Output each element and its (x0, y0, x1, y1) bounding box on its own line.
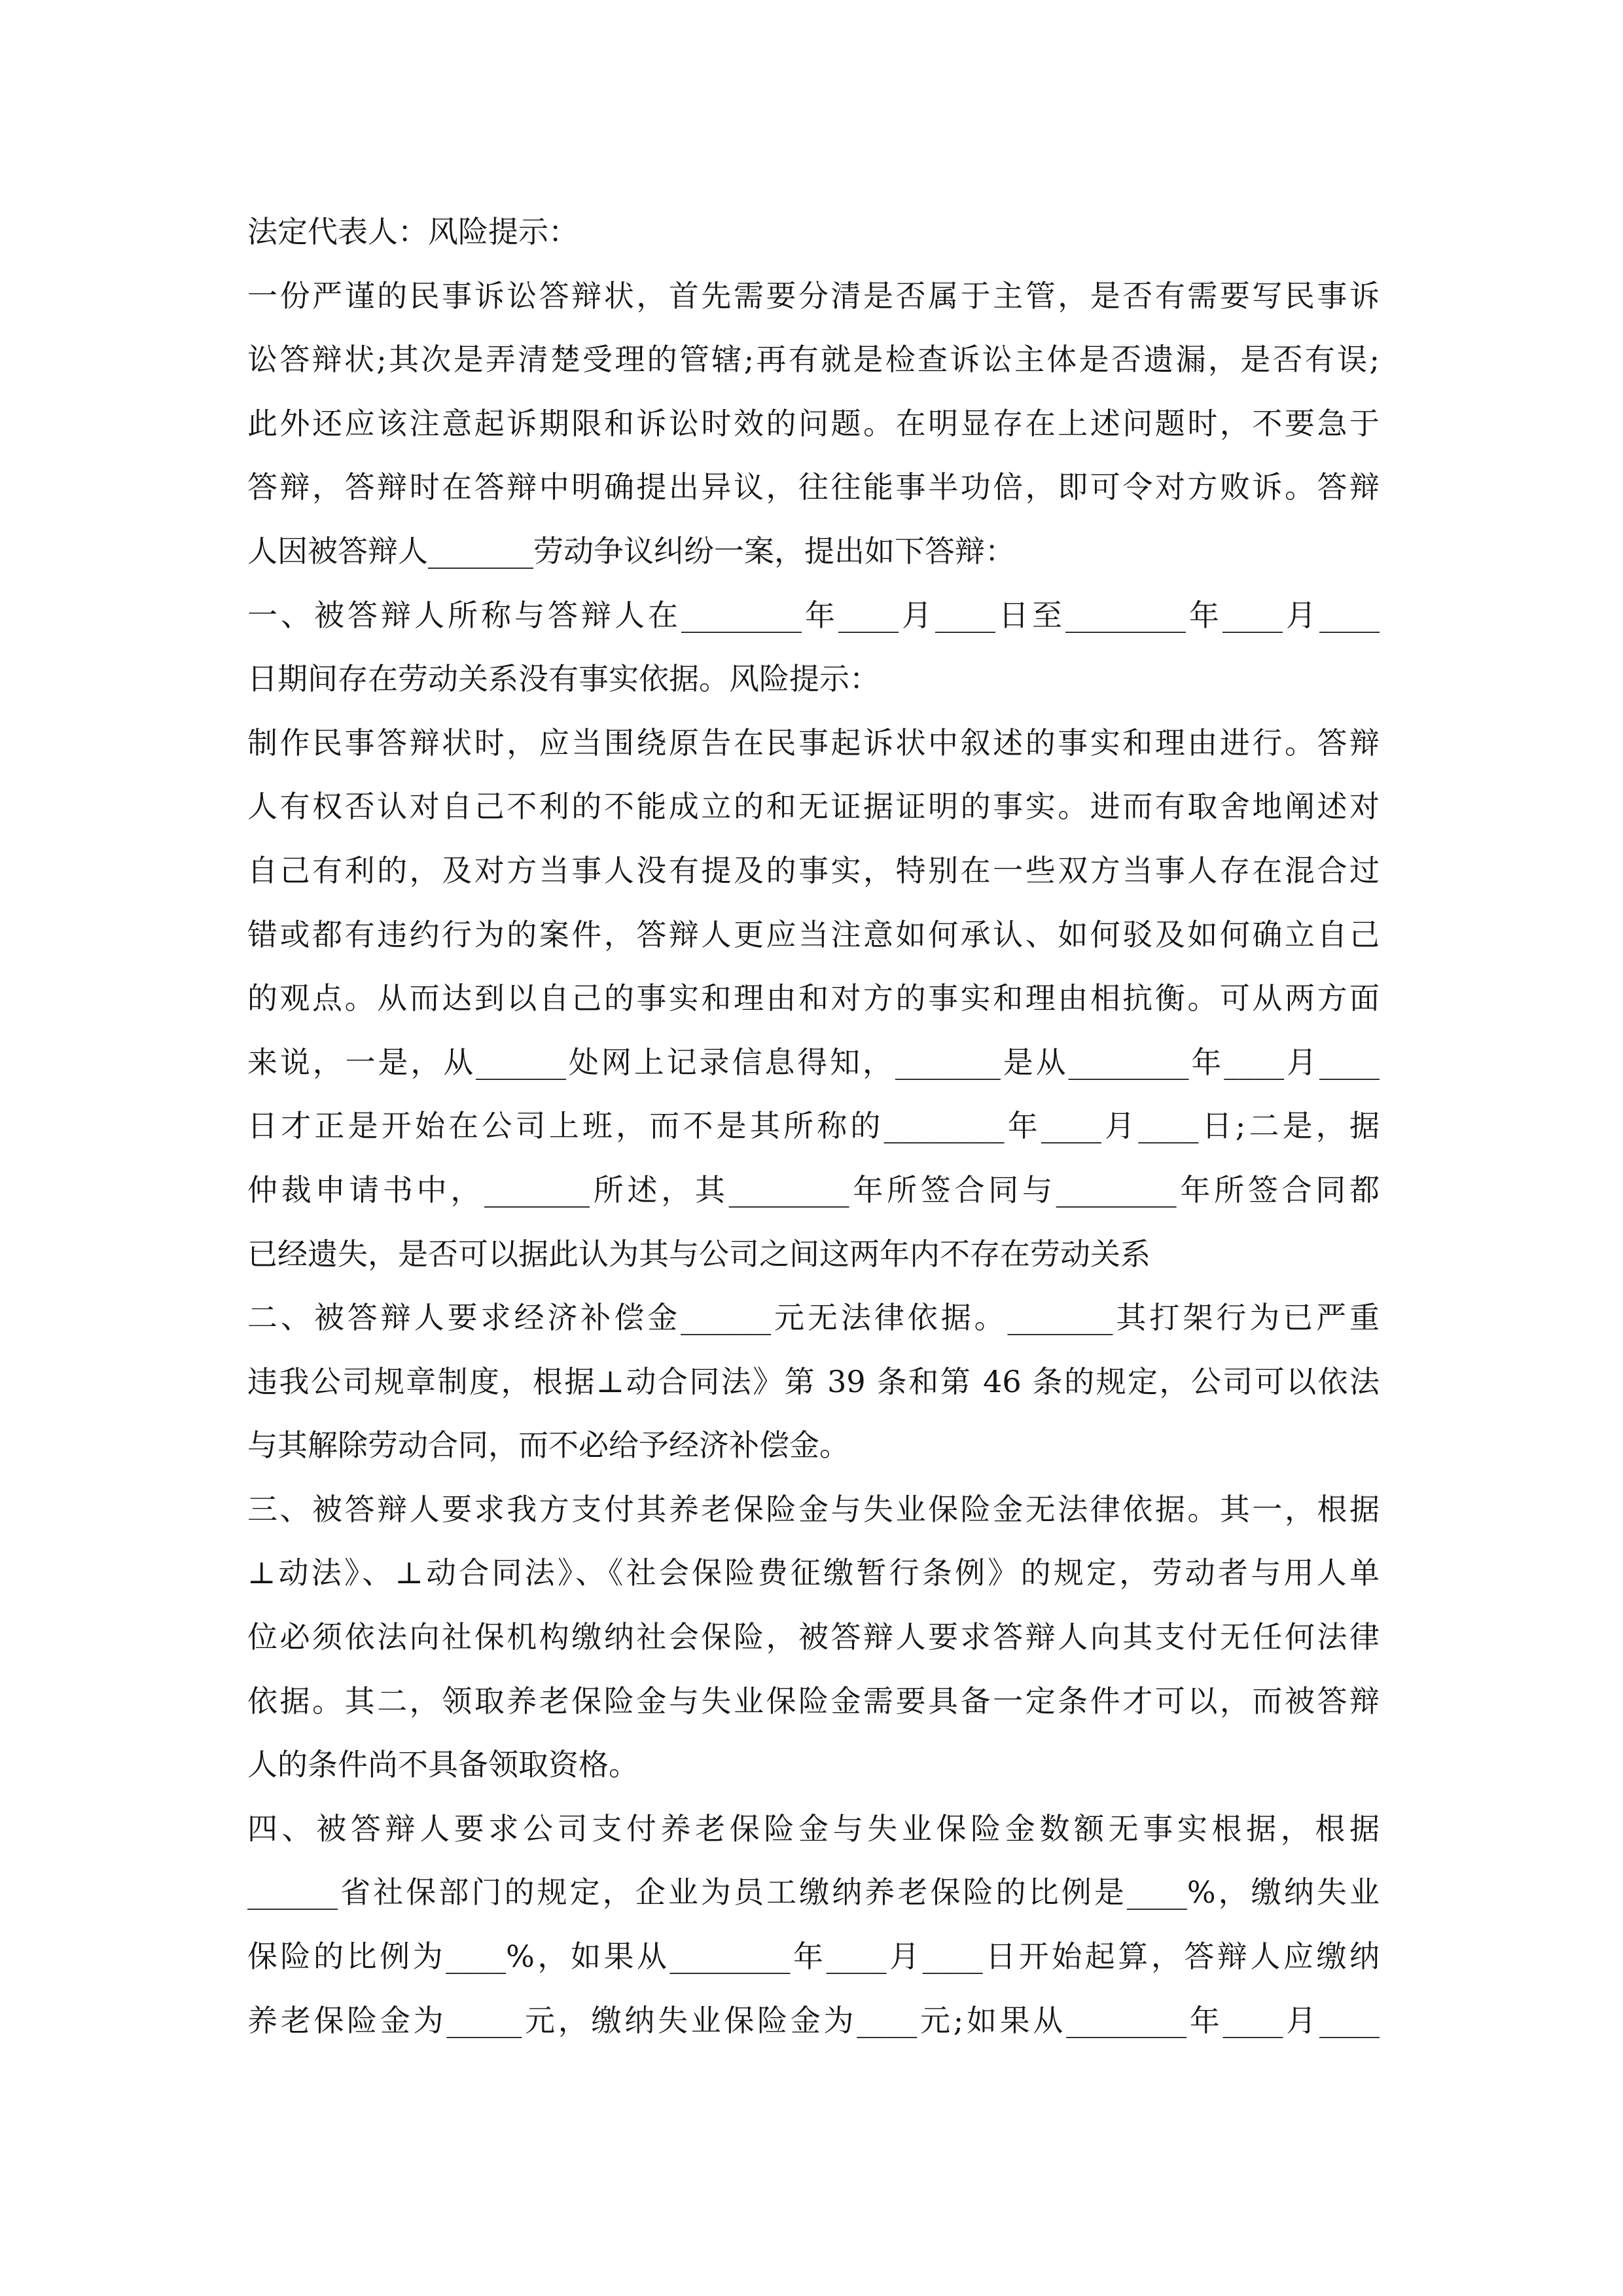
text-line: 答辩，答辩时在答辩中明确提出异议，往往能事半功倍，即可令对方败诉。答辩 (247, 469, 1380, 505)
text-line: 仲裁申请书中，_______所述，其________年所签合同与________年所签合同都 (247, 1172, 1380, 1208)
text-line: 位必须依法向社保机构缴纳社会保险，被答辩人要求答辩人向其支付无任何法律 (247, 1619, 1380, 1655)
text-line: 人有权否认对自己不利的不能成立的和无证据证明的事实。进而有取舍地阐述对 (247, 789, 1380, 825)
text-line: 日才正是开始在公司上班，而不是其所称的________年____月____日;二是，据 (247, 1108, 1380, 1144)
text-line: 的观点。从而达到以自己的事实和理由和对方的事实和理由相抗衡。可从两方面 (247, 980, 1380, 1016)
text-line: 与其解除劳动合同，而不必给予经济补偿金。 (247, 1427, 849, 1463)
text-line: 违我公司规章制度，根据⊥动合同法》第 39 条和第 46 条的规定，公司可以依法 (247, 1363, 1380, 1399)
text-line: ⊥动法》、⊥动合同法》、《社会保险费征缴暂行条例》的规定，劳动者与用人单 (247, 1555, 1380, 1591)
text-line: 法定代表人：风险提示： (247, 214, 579, 249)
text-line: 一、被答辩人所称与答辩人在________年____月____日至________年____月____ (247, 597, 1380, 633)
text-line: 来说，一是，从______处网上记录信息得知，_______是从________年____月____ (247, 1044, 1380, 1080)
text-line: 讼答辩状;其次是弄清楚受理的管辖;再有就是检查诉讼主体是否遗漏，是否有误; (247, 342, 1380, 378)
text-line: ______省社保部门的规定，企业为员工缴纳养老保险的比例是____%，缴纳失业 (247, 1874, 1380, 1910)
text-line: 二、被答辩人要求经济补偿金______元无法律依据。_______其打架行为已严重 (247, 1300, 1380, 1336)
text-line: 错或都有违约行为的案件，答辩人更应当注意如何承认、如何驳及如何确立自己 (247, 916, 1380, 952)
text-line: 保险的比例为____%，如果从________年____月____日开始起算，答辩人应缴纳 (247, 1939, 1380, 1975)
text-line: 已经遗失，是否可以据此认为其与公司之间这两年内不存在劳动关系 (247, 1236, 1150, 1272)
text-line: 自己有利的，及对方当事人没有提及的事实，特别在一些双方当事人存在混合过 (247, 852, 1380, 888)
text-line: 人的条件尚不具备领取资格。 (247, 1747, 639, 1783)
text-line: 依据。其二，领取养老保险金与失业保险金需要具备一定条件才可以，而被答辩 (247, 1683, 1380, 1719)
text-line: 一份严谨的民事诉讼答辩状，首先需要分清是否属于主管，是否有需要写民事诉 (247, 278, 1380, 314)
text-line: 四、被答辩人要求公司支付养老保险金与失业保险金数额无事实根据，根据 (247, 1810, 1380, 1846)
text-line: 制作民事答辩状时，应当围绕原告在民事起诉状中叙述的事实和理由进行。答辩 (247, 725, 1380, 761)
text-line: 人因被答辩人_______劳动争议纠纷一案，提出如下答辩： (247, 533, 1015, 569)
text-line: 此外还应该注意起诉期限和诉讼时效的问题。在明显存在上述问题时，不要急于 (247, 405, 1380, 441)
text-line: 日期间存在劳动关系没有事实依据。风险提示： (247, 661, 880, 697)
text-line: 三、被答辩人要求我方支付其养老保险金与失业保险金无法律依据。其一，根据 (247, 1491, 1380, 1527)
document-body (247, 200, 1380, 2053)
text-line: 养老保险金为_____元，缴纳失业保险金为____元;如果从________年____月____ (247, 2002, 1380, 2038)
